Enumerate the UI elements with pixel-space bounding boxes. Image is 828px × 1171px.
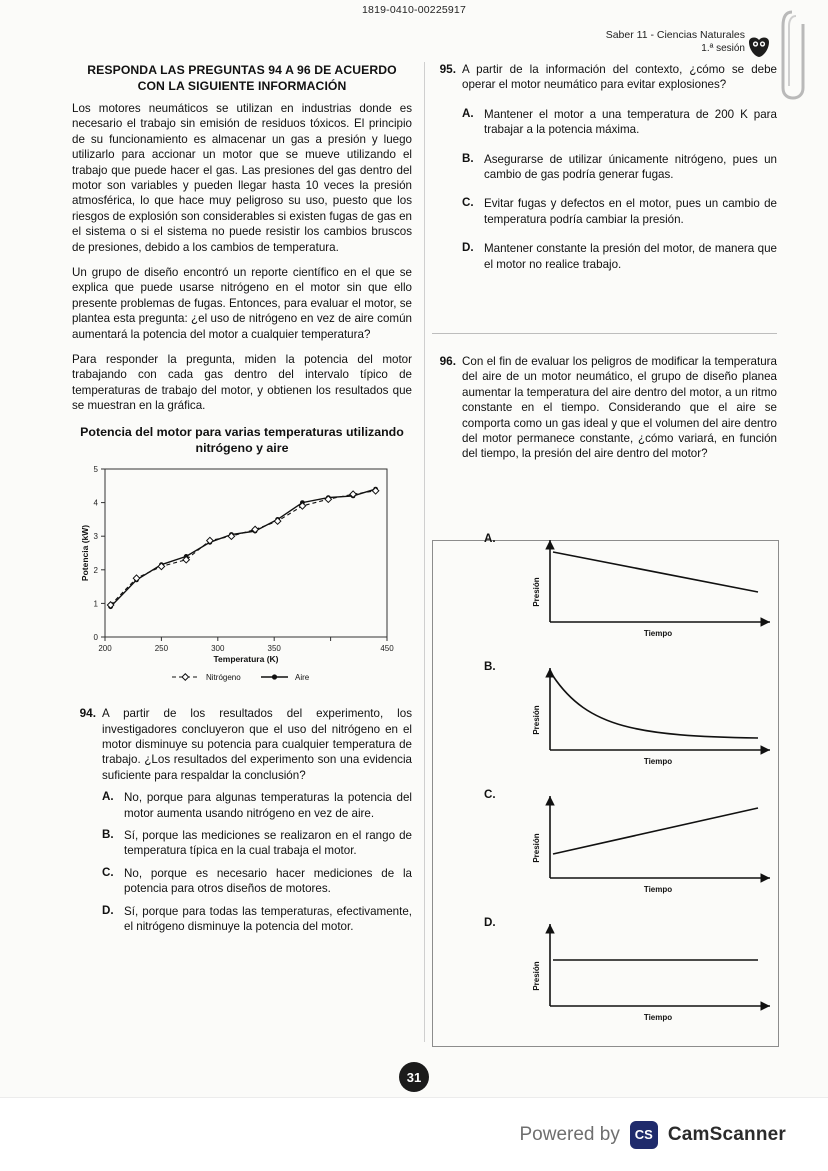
test-header: [0, 28, 745, 56]
option-letter: D.: [484, 916, 496, 929]
question-96-option-a[interactable]: [484, 530, 783, 638]
svg-text:0: 0: [93, 633, 98, 643]
context-paragraph-2: Un grupo de diseño encontró un reporte científico en el que se explica que puede usarse nitrógeno en el motor sin que ello presente problemas de fugas. Entonces, para evaluar el motor, se plantea esta pregunta: ¿el uso de nitrógeno en vez de aire común aumentará la potencia del motor a cualquier temperatura?: [72, 266, 412, 341]
option-letter: B.: [102, 827, 114, 841]
svg-text:Presión: Presión: [532, 833, 541, 863]
svg-text:1: 1: [93, 599, 98, 609]
instruction-heading: RESPONDA LAS PREGUNTAS 94 A 96 DE ACUERDO CON LA SIGUIENTE INFORMACIÓN: [87, 63, 397, 94]
svg-text:250: 250: [154, 644, 169, 654]
question-94-option-a[interactable]: [102, 790, 412, 821]
svg-text:Nitrógeno: Nitrógeno: [206, 673, 241, 683]
option-letter: D.: [462, 241, 474, 255]
svg-text:450: 450: [380, 644, 394, 654]
column-divider: [424, 62, 425, 1042]
question-94: [72, 706, 412, 934]
svg-text:Presión: Presión: [532, 961, 541, 991]
svg-text:2: 2: [93, 565, 98, 575]
camscanner-badge-icon: CS: [630, 1121, 658, 1149]
svg-text:Aire: Aire: [295, 673, 310, 683]
chart-title: Potencia del motor para varias temperaturas utilizando nitrógeno y aire: [80, 424, 404, 456]
graph-linear-decreasing: [508, 530, 783, 638]
barcode-id: 1819-0410-00225917: [361, 4, 467, 16]
paperclip-icon: [780, 10, 806, 100]
question-96: [432, 354, 777, 462]
option-text: Evitar fugas y defectos en el motor, pues un cambio de temperatura podría cambiar la presión.: [484, 197, 777, 226]
question-96-option-c[interactable]: [484, 786, 783, 894]
question-95-option-a[interactable]: [462, 107, 777, 138]
test-session: 1.ª sesión: [701, 43, 745, 55]
option-text: Asegurarse de utilizar únicamente nitrógeno, pues un cambio de gas podría generar fugas.: [484, 152, 777, 182]
question-94-text: A partir de los resultados del experimento, los investigadores concluyeron que el uso del nitrógeno en el motor disminuye su potencia para cualquier temperatura de trabajo. ¿Los resultados del experimento son una evidencia suficiente para respaldar la conclusión?: [102, 707, 412, 782]
option-letter: A.: [462, 106, 474, 120]
camscanner-name: CamScanner: [667, 1123, 786, 1145]
option-letter: B.: [462, 151, 474, 165]
section-rule-top: [432, 333, 777, 334]
graph-constant: [508, 914, 783, 1022]
option-letter: C.: [462, 196, 474, 210]
question-96-option-d[interactable]: [484, 914, 783, 1022]
option-letter: C.: [484, 788, 496, 801]
powered-by-label: Powered by: [519, 1123, 620, 1145]
right-column: [432, 62, 777, 280]
svg-text:Potencia (kW): Potencia (kW): [80, 525, 90, 582]
question-95-option-c[interactable]: [462, 196, 777, 227]
context-paragraph-1: Los motores neumáticos se utilizan en industrias donde es necesario el trabajo sin emisión de residuos tóxicos. El principio de su funcionamiento es almacenar un gas a presión y luego utilizarlo para accionar un motor que se mueve utilizando el trabajo que puede hacer el gas. Las presiones del gas dentro del motor son variables y pueden llegar hasta 10 veces la presión atmosférica, lo que hace muy peligroso su uso, puesto que los riesgos de explosión son considerables si existen fugas de gas en el sistema o si el sistema no puede resistir los cambios bruscos de presiones, debido a los cambios de temperatura.: [72, 101, 412, 254]
question-94-option-d[interactable]: [102, 904, 412, 935]
svg-text:5: 5: [93, 465, 98, 475]
svg-text:200: 200: [98, 644, 112, 654]
question-96-option-b[interactable]: [484, 658, 783, 766]
question-95: [432, 62, 777, 272]
svg-text:Tiempo: Tiempo: [643, 885, 673, 894]
svg-text:350: 350: [267, 644, 281, 654]
svg-text:Tiempo: Tiempo: [643, 757, 673, 766]
page-number: 31: [399, 1062, 429, 1092]
question-94-option-c[interactable]: [102, 866, 412, 897]
graph-exponential-decay: [508, 658, 783, 766]
option-text: Mantener el motor a una temperatura de 200 K para trabajar a la potencia máxima.: [484, 107, 777, 137]
option-text: Sí, porque las mediciones se realizaron en el rango de temperatura típica en la cual trabaja el motor.: [124, 828, 412, 858]
question-95-number: 95.: [439, 62, 456, 76]
option-text: No, porque para algunas temperaturas la potencia del motor aumenta usando nitrógeno en vez de aire.: [124, 791, 412, 820]
svg-text:Tiempo: Tiempo: [643, 629, 673, 638]
option-letter: B.: [484, 660, 496, 673]
power-temperature-chart: [77, 461, 407, 696]
svg-text:4: 4: [93, 498, 98, 508]
graph-linear-increasing: [508, 786, 783, 894]
option-text: No, porque es necesario hacer mediciones de la potencia para otros diseños de motores.: [124, 866, 412, 896]
option-text: Mantener constante la presión del motor, de manera que el motor no realice trabajo.: [484, 242, 777, 271]
test-name: Saber 11 - Ciencias Naturales: [605, 29, 745, 41]
svg-text:Presión: Presión: [532, 705, 541, 735]
camscanner-footer: [0, 1097, 828, 1171]
svg-text:3: 3: [93, 532, 98, 542]
svg-text:Presión: Presión: [532, 577, 541, 607]
question-96-number: 96.: [439, 354, 456, 368]
question-94-option-b[interactable]: [102, 828, 412, 859]
svg-text:300: 300: [211, 644, 225, 654]
option-text: Sí, porque para todas las temperaturas, efectivamente, el nitrógeno disminuye la potencia del motor.: [124, 904, 412, 933]
question-94-number: 94.: [79, 706, 96, 721]
left-column: [72, 62, 412, 942]
option-letter: C.: [102, 865, 114, 879]
option-letter: A.: [102, 790, 114, 804]
question-95-text: A partir de la información del contexto, ¿cómo se debe operar el motor neumático para evitar explosiones?: [462, 63, 777, 92]
svg-text:Temperatura (K): Temperatura (K): [213, 654, 279, 665]
context-paragraph-3: Para responder la pregunta, miden la potencia del motor trabajando con cada gas dentro del intervalo típico de temperaturas de trabajo del motor, y obtienen los resultados que se muestran en la gráfica.: [72, 353, 412, 413]
option-letter: A.: [484, 532, 496, 545]
question-95-option-d[interactable]: [462, 241, 777, 272]
question-95-option-b[interactable]: [462, 152, 777, 183]
owl-logo-icon: [746, 36, 772, 58]
question-96-text: Con el fin de evaluar los peligros de modificar la temperatura del aire de un motor neumático, el grupo de diseño planea aumentar la temperatura del aire dentro del motor, a un ritmo constante en el tiempo. Considerando que el aire se comporta como un gas ideal y que el volumen del aire dentro del motor permanece constante, ¿cómo variará, en función del tiempo, la presión del aire dentro del motor?: [462, 355, 777, 461]
svg-text:Tiempo: Tiempo: [643, 1013, 673, 1022]
option-letter: D.: [102, 903, 114, 917]
